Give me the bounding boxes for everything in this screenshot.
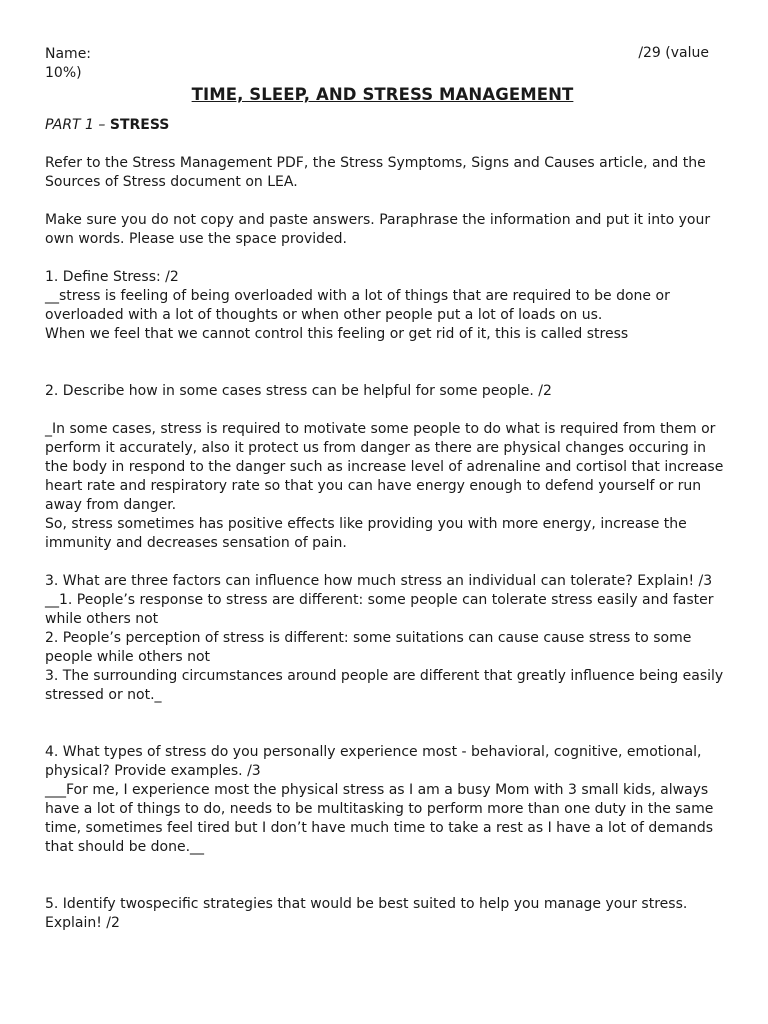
header-row [45,45,720,64]
answer-line: So, stress sometimes has positive effects like providing you with more energy, increase the [45,516,687,532]
question-1-text: 1. Define Stress: /2 [45,269,179,285]
answer-line: overloaded with a lot of thoughts or when other people put a lot of loads on us. [45,307,603,323]
intro-line: Make sure you do not copy and paste answers. Paraphrase the information and put it into your [45,212,711,228]
answer-line: have a lot of things to do, needs to be multitasking to perform more than one duty in the same [45,801,714,817]
question-4 [45,743,720,857]
part-heading [45,116,720,135]
answer-line: ___For me, I experience most the physical stress as I am a busy Mom with 3 small kids, always [45,782,709,798]
part-name: STRESS [109,117,170,133]
answer-line: that should be done.__ [45,839,205,855]
answer-line: time, sometimes feel tired but I don’t have much time to take a rest as I have a lot of demands [45,820,714,836]
question-3-text: 3. What are three factors can influence how much stress an individual can tolerate? Explain! /3 [45,573,713,589]
intro-line: own words. Please use the space provided. [45,231,347,247]
question-2 [45,382,724,553]
answer-line: When we feel that we cannot control this feeling or get rid of it, this is called stress [45,326,629,342]
score-value: 10%) [45,65,82,81]
part-prefix: PART 1 – [45,117,110,133]
name-label: Name: [45,46,92,62]
answer-line: 2. People’s perception of stress is different: some suitations can cause cause stress to some [45,630,692,646]
answer-line: immunity and decreases sensation of pain. [45,535,347,551]
document-page [45,45,724,933]
question-3 [45,572,724,705]
document-title: TIME, SLEEP, AND STRESS MANAGEMENT [191,85,574,104]
answer-line: perform it accurately, also it protect us from danger as there are physical changes occuring in [45,440,706,456]
intro-paragraph-1 [45,154,720,192]
answer-line: while others not [45,611,159,627]
question-2-text: 2. Describe how in some cases stress can be helpful for some people. /2 [45,383,552,399]
answer-line: stressed or not._ [45,687,162,703]
intro-line: Sources of Stress document on LEA. [45,174,298,190]
answer-line: people while others not [45,649,211,665]
answer-line: the body in respond to the danger such as increase level of adrenaline and cortisol that increase [45,459,724,475]
intro-line: Refer to the Stress Management PDF, the Stress Symptoms, Signs and Causes article, and the [45,155,706,171]
question-5 [45,895,720,933]
score-label: /29 (value [638,45,709,61]
intro-paragraph-2 [45,211,720,249]
answer-line: __stress is feeling of being overloaded with a lot of things that are required to be done or [45,288,670,304]
answer-line: heart rate and respiratory rate so that you can have energy enough to defend yourself or run [45,478,702,494]
answer-line: __1. People’s response to stress are different: some people can tolerate stress easily and faster [45,592,714,608]
answer-line: 3. The surrounding circumstances around people are different that greatly influence being easily [45,668,724,684]
question-4-text: 4. What types of stress do you personally experience most - behavioral, cognitive, emotional, [45,744,702,760]
question-1 [45,268,720,344]
question-5-text: Explain! /2 [45,915,120,931]
question-5-text: 5. Identify twospecific strategies that would be best suited to help you manage your stress. [45,896,688,912]
answer-line: away from danger. [45,497,177,513]
question-4-text: physical? Provide examples. /3 [45,763,261,779]
answer-line: _In some cases, stress is required to motivate some people to do what is required from them or [45,421,716,437]
